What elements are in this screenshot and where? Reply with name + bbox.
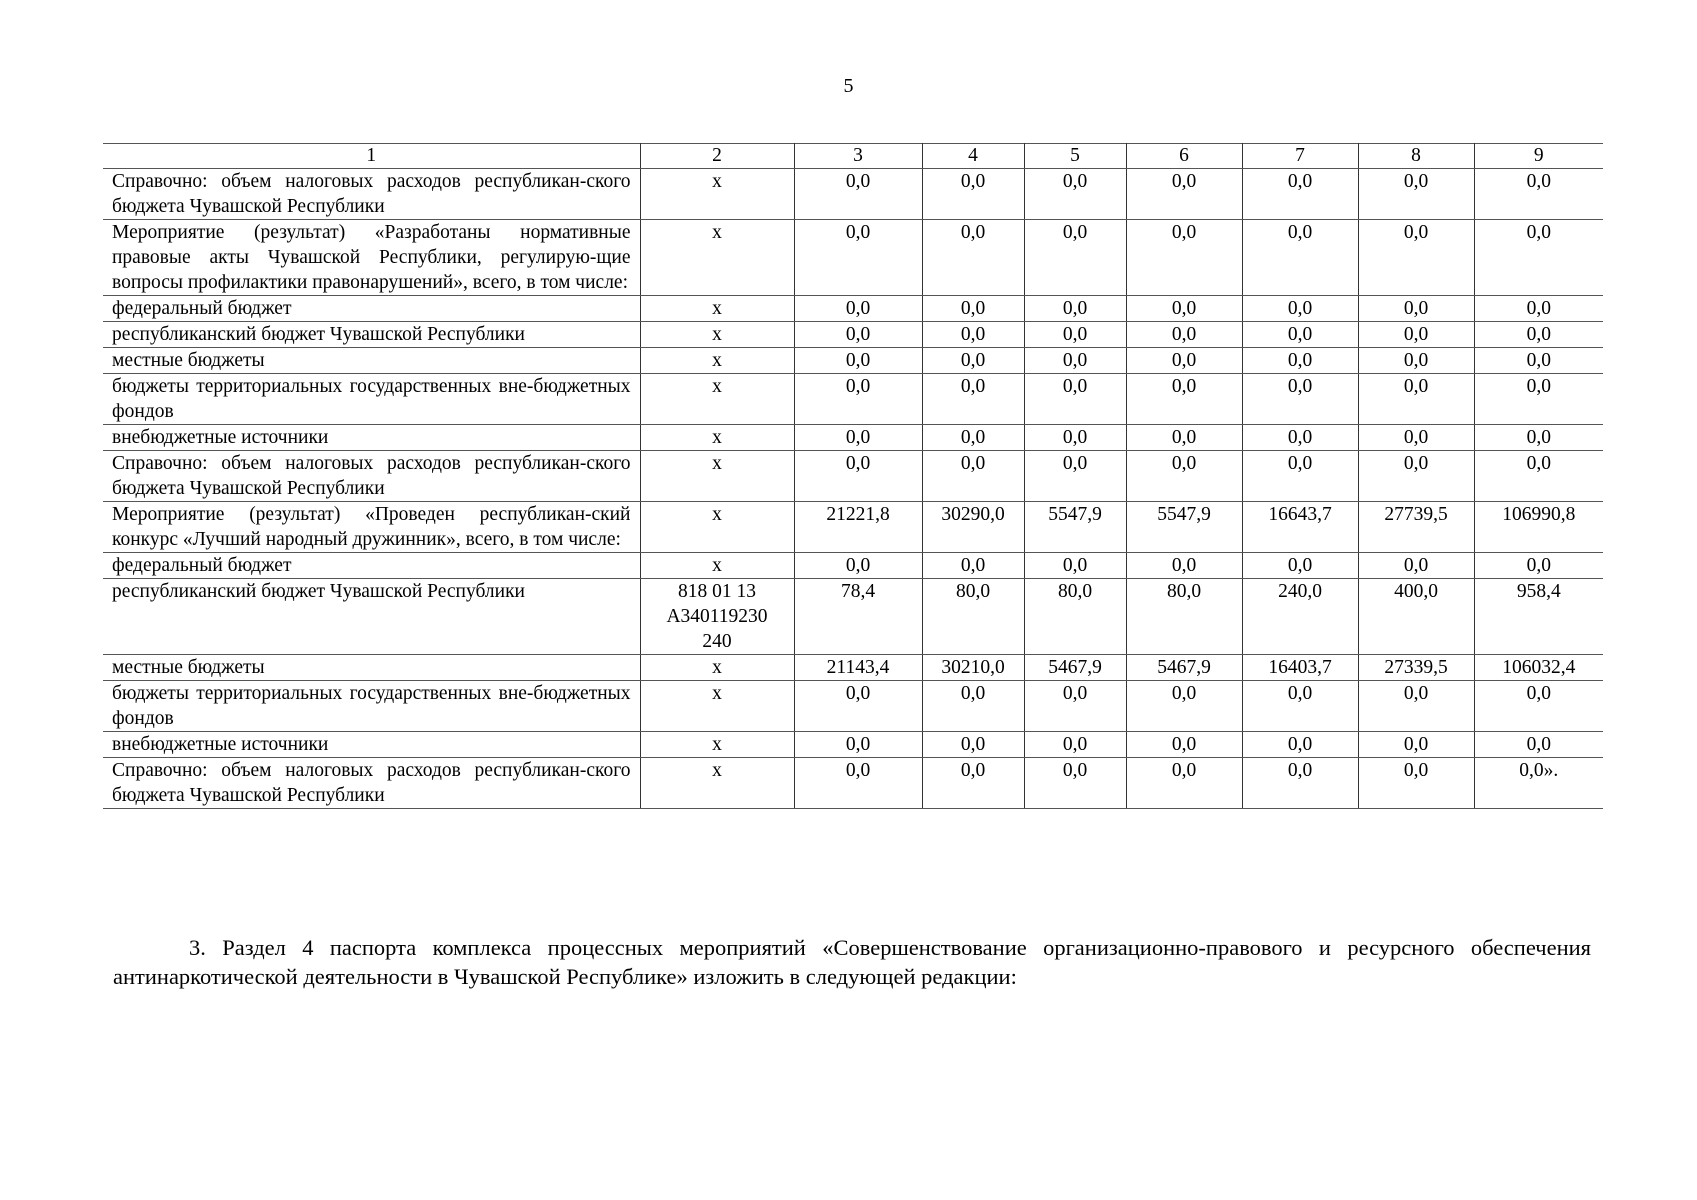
value-cell: 5467,9 xyxy=(1024,655,1126,681)
value-cell: 958,4 xyxy=(1474,579,1603,655)
value-cell: 0,0 xyxy=(1474,681,1603,732)
value-cell: 0,0 xyxy=(1242,732,1358,758)
value-cell: 240,0 xyxy=(1242,579,1358,655)
budget-code-cell: x xyxy=(640,322,794,348)
budget-table xyxy=(103,143,1603,809)
value-cell: 0,0 xyxy=(1024,169,1126,220)
value-cell: 0,0 xyxy=(1024,553,1126,579)
value-cell: 0,0 xyxy=(1126,451,1242,502)
value-cell: 0,0 xyxy=(1024,322,1126,348)
table-row xyxy=(103,732,1603,758)
budget-code-cell: x xyxy=(640,681,794,732)
value-cell: 0,0 xyxy=(922,169,1024,220)
value-cell: 80,0 xyxy=(1024,579,1126,655)
column-number-6: 6 xyxy=(1126,144,1242,169)
budget-code-cell: x xyxy=(640,296,794,322)
value-cell: 0,0 xyxy=(1024,374,1126,425)
value-cell: 0,0 xyxy=(1358,758,1474,809)
value-cell: 0,0 xyxy=(1126,758,1242,809)
value-cell: 0,0 xyxy=(922,451,1024,502)
column-number-9: 9 xyxy=(1474,144,1603,169)
value-cell: 0,0 xyxy=(1242,322,1358,348)
value-cell: 0,0 xyxy=(1126,374,1242,425)
value-cell: 0,0 xyxy=(1474,169,1603,220)
table-row xyxy=(103,451,1603,502)
table-row xyxy=(103,220,1603,296)
value-cell: 0,0 xyxy=(1474,425,1603,451)
value-cell: 0,0 xyxy=(1126,169,1242,220)
column-number-8: 8 xyxy=(1358,144,1474,169)
value-cell: 0,0 xyxy=(1024,425,1126,451)
value-cell: 0,0 xyxy=(1358,348,1474,374)
table-row xyxy=(103,374,1603,425)
column-number-5: 5 xyxy=(1024,144,1126,169)
budget-code-cell: x xyxy=(640,348,794,374)
table-row xyxy=(103,425,1603,451)
value-cell: 0,0 xyxy=(922,758,1024,809)
value-cell: 0,0 xyxy=(794,758,922,809)
value-cell: 0,0 xyxy=(1126,425,1242,451)
value-cell: 21221,8 xyxy=(794,502,922,553)
value-cell: 30290,0 xyxy=(922,502,1024,553)
value-cell: 0,0 xyxy=(794,348,922,374)
value-cell: 0,0 xyxy=(794,553,922,579)
value-cell: 0,0 xyxy=(1126,681,1242,732)
column-number-4: 4 xyxy=(922,144,1024,169)
value-cell: 0,0 xyxy=(1126,322,1242,348)
value-cell: 0,0 xyxy=(922,296,1024,322)
row-name-cell: федеральный бюджет xyxy=(103,296,640,322)
value-cell: 106032,4 xyxy=(1474,655,1603,681)
value-cell: 0,0 xyxy=(1126,348,1242,374)
value-cell: 27739,5 xyxy=(1358,502,1474,553)
value-cell: 0,0 xyxy=(1474,732,1603,758)
table-row xyxy=(103,296,1603,322)
budget-code-cell: x xyxy=(640,502,794,553)
value-cell: 0,0 xyxy=(1358,451,1474,502)
value-cell: 0,0 xyxy=(1358,374,1474,425)
row-name-cell: республиканский бюджет Чувашской Республики xyxy=(103,322,640,348)
value-cell: 0,0 xyxy=(1024,451,1126,502)
value-cell: 0,0 xyxy=(1358,296,1474,322)
value-cell: 0,0 xyxy=(1358,220,1474,296)
row-name-cell: внебюджетные источники xyxy=(103,732,640,758)
table-row xyxy=(103,553,1603,579)
value-cell: 0,0 xyxy=(1024,220,1126,296)
value-cell: 0,0 xyxy=(1358,425,1474,451)
value-cell: 0,0 xyxy=(922,553,1024,579)
table-row xyxy=(103,348,1603,374)
value-cell: 0,0 xyxy=(1242,348,1358,374)
value-cell: 0,0 xyxy=(1024,348,1126,374)
value-cell: 0,0 xyxy=(794,681,922,732)
table-row xyxy=(103,502,1603,553)
value-cell: 0,0 xyxy=(1242,451,1358,502)
column-number-2: 2 xyxy=(640,144,794,169)
value-cell: 0,0 xyxy=(1242,425,1358,451)
row-name-cell: Справочно: объем налоговых расходов республикан-ского бюджета Чувашской Республики xyxy=(103,758,640,809)
value-cell: 0,0 xyxy=(1474,220,1603,296)
page-number: 5 xyxy=(843,75,854,97)
row-name-cell: бюджеты территориальных государственных вне-бюджетных фондов xyxy=(103,374,640,425)
value-cell: 0,0 xyxy=(794,322,922,348)
budget-code-cell: x xyxy=(640,374,794,425)
value-cell: 0,0 xyxy=(1474,451,1603,502)
budget-code-cell: x xyxy=(640,758,794,809)
value-cell: 0,0 xyxy=(922,322,1024,348)
value-cell: 0,0 xyxy=(1024,758,1126,809)
value-cell: 0,0 xyxy=(1242,296,1358,322)
table-row xyxy=(103,681,1603,732)
value-cell: 21143,4 xyxy=(794,655,922,681)
value-cell: 0,0 xyxy=(1024,732,1126,758)
budget-code-cell: 818 01 13 А340119230 240 xyxy=(640,579,794,655)
value-cell: 0,0 xyxy=(1126,296,1242,322)
budget-code-cell: x xyxy=(640,425,794,451)
value-cell: 0,0 xyxy=(1474,553,1603,579)
value-cell: 0,0 xyxy=(1242,220,1358,296)
value-cell: 0,0 xyxy=(1024,681,1126,732)
value-cell: 0,0 xyxy=(794,732,922,758)
budget-code-cell: x xyxy=(640,553,794,579)
value-cell: 0,0 xyxy=(794,169,922,220)
value-cell: 0,0 xyxy=(1242,758,1358,809)
value-cell: 78,4 xyxy=(794,579,922,655)
value-cell: 0,0 xyxy=(922,681,1024,732)
value-cell: 0,0 xyxy=(1474,322,1603,348)
value-cell: 0,0 xyxy=(1358,553,1474,579)
row-name-cell: Справочно: объем налоговых расходов республикан-ского бюджета Чувашской Республики xyxy=(103,451,640,502)
value-cell: 0,0 xyxy=(794,296,922,322)
budget-code-cell: x xyxy=(640,732,794,758)
value-cell: 0,0 xyxy=(794,220,922,296)
value-cell: 5467,9 xyxy=(1126,655,1242,681)
value-cell: 0,0 xyxy=(1242,169,1358,220)
value-cell: 0,0 xyxy=(1358,322,1474,348)
value-cell: 5547,9 xyxy=(1024,502,1126,553)
value-cell: 0,0 xyxy=(1126,553,1242,579)
row-name-cell: Мероприятие (результат) «Проведен республикан-ский конкурс «Лучший народный дружинник», всего, в том числе: xyxy=(103,502,640,553)
table-row xyxy=(103,655,1603,681)
value-cell: 0,0 xyxy=(922,374,1024,425)
value-cell: 0,0 xyxy=(1242,374,1358,425)
value-cell: 27339,5 xyxy=(1358,655,1474,681)
value-cell: 30210,0 xyxy=(922,655,1024,681)
value-cell: 0,0 xyxy=(1242,681,1358,732)
row-name-cell: республиканский бюджет Чувашской Республики xyxy=(103,579,640,655)
value-cell: 0,0 xyxy=(794,425,922,451)
value-cell: 0,0 xyxy=(922,220,1024,296)
value-cell: 0,0 xyxy=(1024,296,1126,322)
budget-table-body xyxy=(103,144,1603,809)
value-cell: 0,0 xyxy=(922,732,1024,758)
column-number-3: 3 xyxy=(794,144,922,169)
value-cell: 0,0 xyxy=(1474,348,1603,374)
table-row xyxy=(103,322,1603,348)
value-cell: 80,0 xyxy=(922,579,1024,655)
budget-code-cell: x xyxy=(640,655,794,681)
value-cell: 0,0 xyxy=(794,374,922,425)
table-header-row xyxy=(103,144,1603,169)
table-row xyxy=(103,758,1603,809)
row-name-cell: бюджеты территориальных государственных вне-бюджетных фондов xyxy=(103,681,640,732)
row-name-cell: местные бюджеты xyxy=(103,348,640,374)
value-cell: 0,0 xyxy=(794,451,922,502)
value-cell: 0,0 xyxy=(1358,169,1474,220)
value-cell: 0,0 xyxy=(1242,553,1358,579)
value-cell: 0,0 xyxy=(1126,220,1242,296)
budget-code-cell: x xyxy=(640,220,794,296)
table-row xyxy=(103,169,1603,220)
value-cell: 5547,9 xyxy=(1126,502,1242,553)
row-name-cell: Мероприятие (результат) «Разработаны нормативные правовые акты Чувашской Республики, регулирую-щие вопросы профилактики правонарушений», всего, в том числе: xyxy=(103,220,640,296)
table-row xyxy=(103,579,1603,655)
value-cell: 80,0 xyxy=(1126,579,1242,655)
value-cell: 0,0 xyxy=(1474,296,1603,322)
value-cell: 400,0 xyxy=(1358,579,1474,655)
value-cell: 16403,7 xyxy=(1242,655,1358,681)
value-cell: 0,0 xyxy=(922,348,1024,374)
body-paragraph: 3. Раздел 4 паспорта комплекса процессных мероприятий «Совершенствование организационно-правового и ресурсного обеспечения антинаркотической деятельности в Чувашской Республике» изложить в следующей редакции: xyxy=(113,935,1591,989)
row-name-cell: внебюджетные источники xyxy=(103,425,640,451)
column-number-7: 7 xyxy=(1242,144,1358,169)
budget-code-cell: x xyxy=(640,451,794,502)
column-number-1: 1 xyxy=(103,144,640,169)
value-cell: 0,0 xyxy=(1358,681,1474,732)
row-name-cell: Справочно: объем налоговых расходов республикан-ского бюджета Чувашской Республики xyxy=(103,169,640,220)
row-name-cell: местные бюджеты xyxy=(103,655,640,681)
value-cell: 0,0 xyxy=(1126,732,1242,758)
value-cell: 0,0 xyxy=(922,425,1024,451)
row-name-cell: федеральный бюджет xyxy=(103,553,640,579)
value-cell: 0,0». xyxy=(1474,758,1603,809)
value-cell: 0,0 xyxy=(1474,374,1603,425)
value-cell: 16643,7 xyxy=(1242,502,1358,553)
budget-code-cell: x xyxy=(640,169,794,220)
value-cell: 106990,8 xyxy=(1474,502,1603,553)
value-cell: 0,0 xyxy=(1358,732,1474,758)
